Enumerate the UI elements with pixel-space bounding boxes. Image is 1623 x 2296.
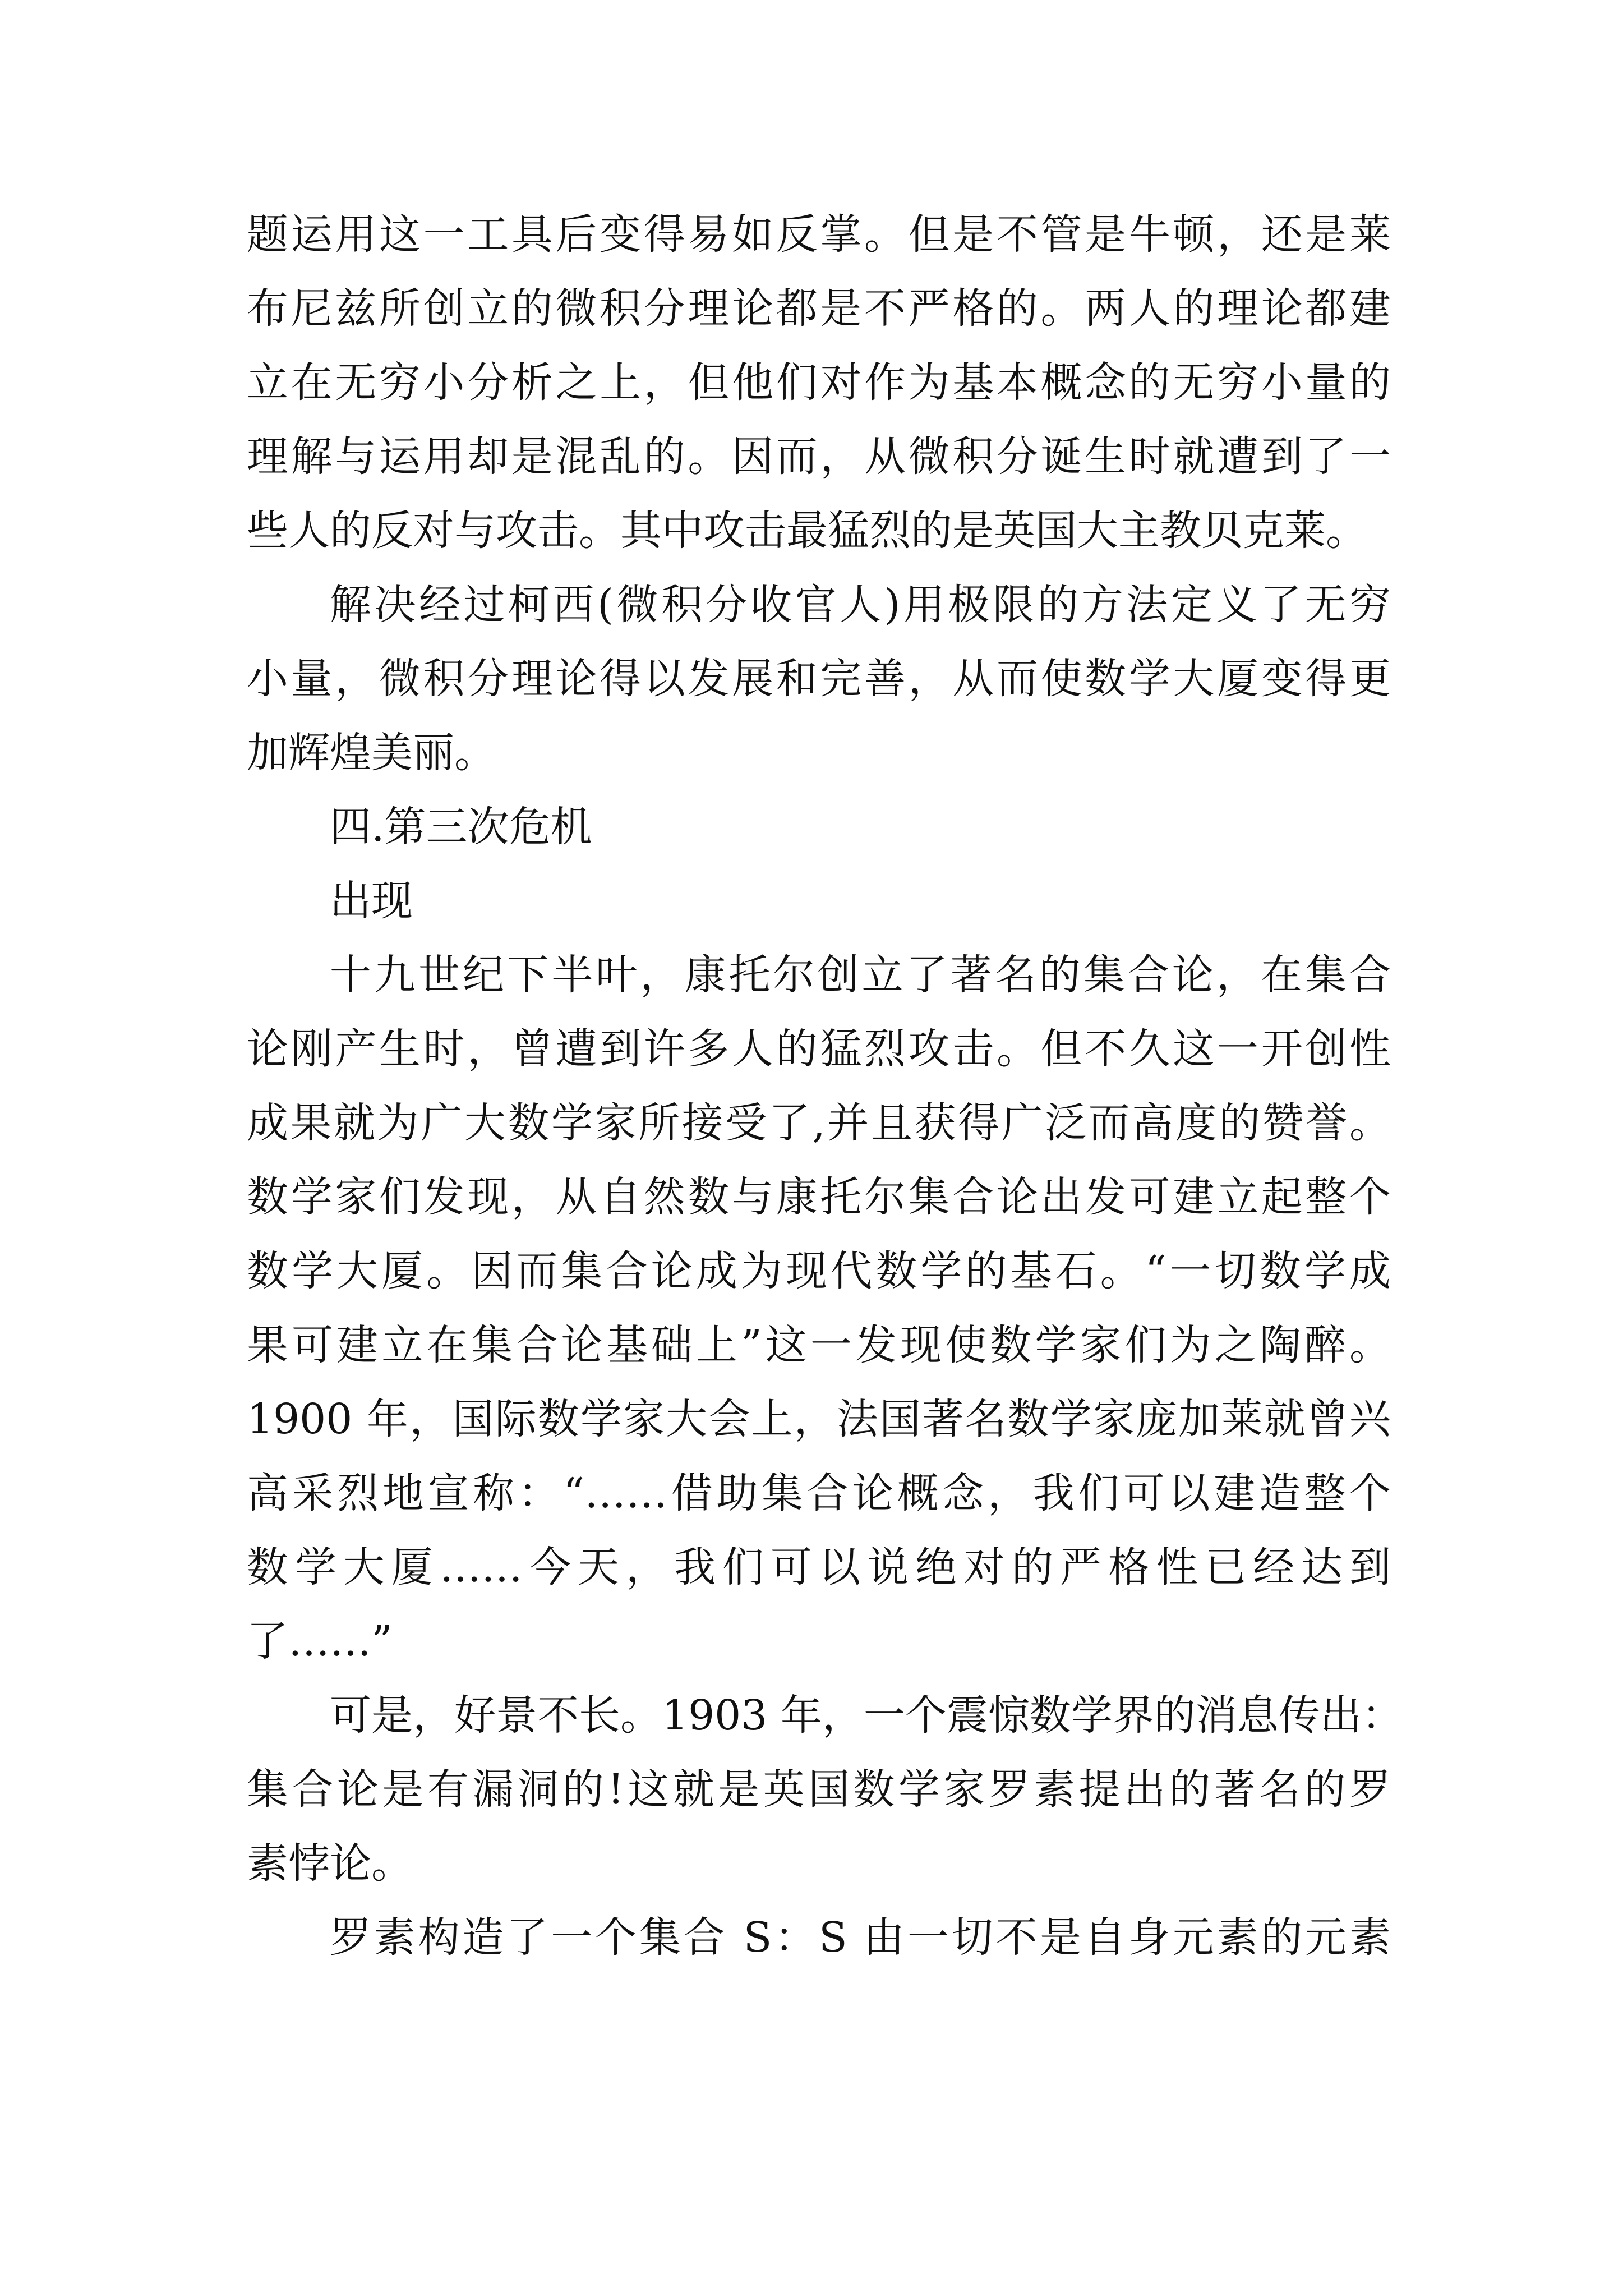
document-body: [247, 197, 1403, 1975]
paragraph: [247, 1901, 1391, 1975]
text-line: 十九世纪下半叶，康托尔创立了著名的集合论，在集合: [330, 951, 1391, 999]
section-heading: 四.第三次危机: [330, 803, 592, 851]
paragraph: [247, 197, 1391, 568]
text-line: 数学家们发现，从自然数与康托尔集合论出发可建立起整个: [247, 1173, 1391, 1221]
text-line: 理解与运用却是混乱的。因而，从微积分诞生时就遭到了一: [247, 432, 1391, 481]
text-line: 小量，微积分理论得以发展和完善，从而使数学大厦变得更: [247, 655, 1391, 703]
text-line: 题运用这一工具后变得易如反掌。但是不管是牛顿，还是莱: [247, 210, 1391, 259]
text-line: 论刚产生时，曾遭到许多人的猛烈攻击。但不久这一开创性: [247, 1025, 1391, 1073]
subsection-heading: 出现: [330, 877, 413, 925]
paragraph: [247, 568, 1391, 790]
text-line: 些人的反对与攻击。其中攻击最猛烈的是英国大主教贝克莱。: [247, 507, 1367, 555]
text-line: 布尼兹所创立的微积分理论都是不严格的。两人的理论都建: [247, 284, 1391, 333]
text-line: 素悖论。: [247, 1839, 413, 1888]
text-line: 立在无穷小分析之上，但他们对作为基本概念的无穷小量的: [247, 358, 1391, 407]
text-line: 成果就为广大数学家所接受了,并且获得广泛而高度的赞誉。: [247, 1099, 1391, 1147]
text-line: 数学大厦……今天，我们可以说绝对的严格性已经达到: [247, 1543, 1391, 1591]
text-line: 可是，好景不长。1903 年，一个震惊数学界的消息传出：: [330, 1691, 1403, 1740]
text-line: 1900 年，国际数学家大会上，法国著名数学家庞加莱就曾兴: [247, 1395, 1391, 1443]
paragraph: [247, 1678, 1403, 1901]
text-line: 解决经过柯西(微积分收官人)用极限的方法定义了无穷: [330, 581, 1391, 629]
text-line: 高采烈地宣称：“……借助集合论概念，我们可以建造整个: [247, 1469, 1391, 1517]
text-line: 数学大厦。因而集合论成为现代数学的基石。“一切数学成: [247, 1247, 1391, 1295]
text-line: 罗素构造了一个集合 S：S 由一切不是自身元素的元素: [330, 1913, 1391, 1962]
paragraph: [247, 938, 1391, 1678]
text-line: 果可建立在集合论基础上”这一发现使数学家们为之陶醉。: [247, 1321, 1391, 1369]
text-line: 了……”: [247, 1617, 393, 1665]
text-line: 集合论是有漏洞的!这就是英国数学家罗素提出的著名的罗: [247, 1765, 1391, 1814]
text-line: 加辉煌美丽。: [247, 729, 496, 777]
